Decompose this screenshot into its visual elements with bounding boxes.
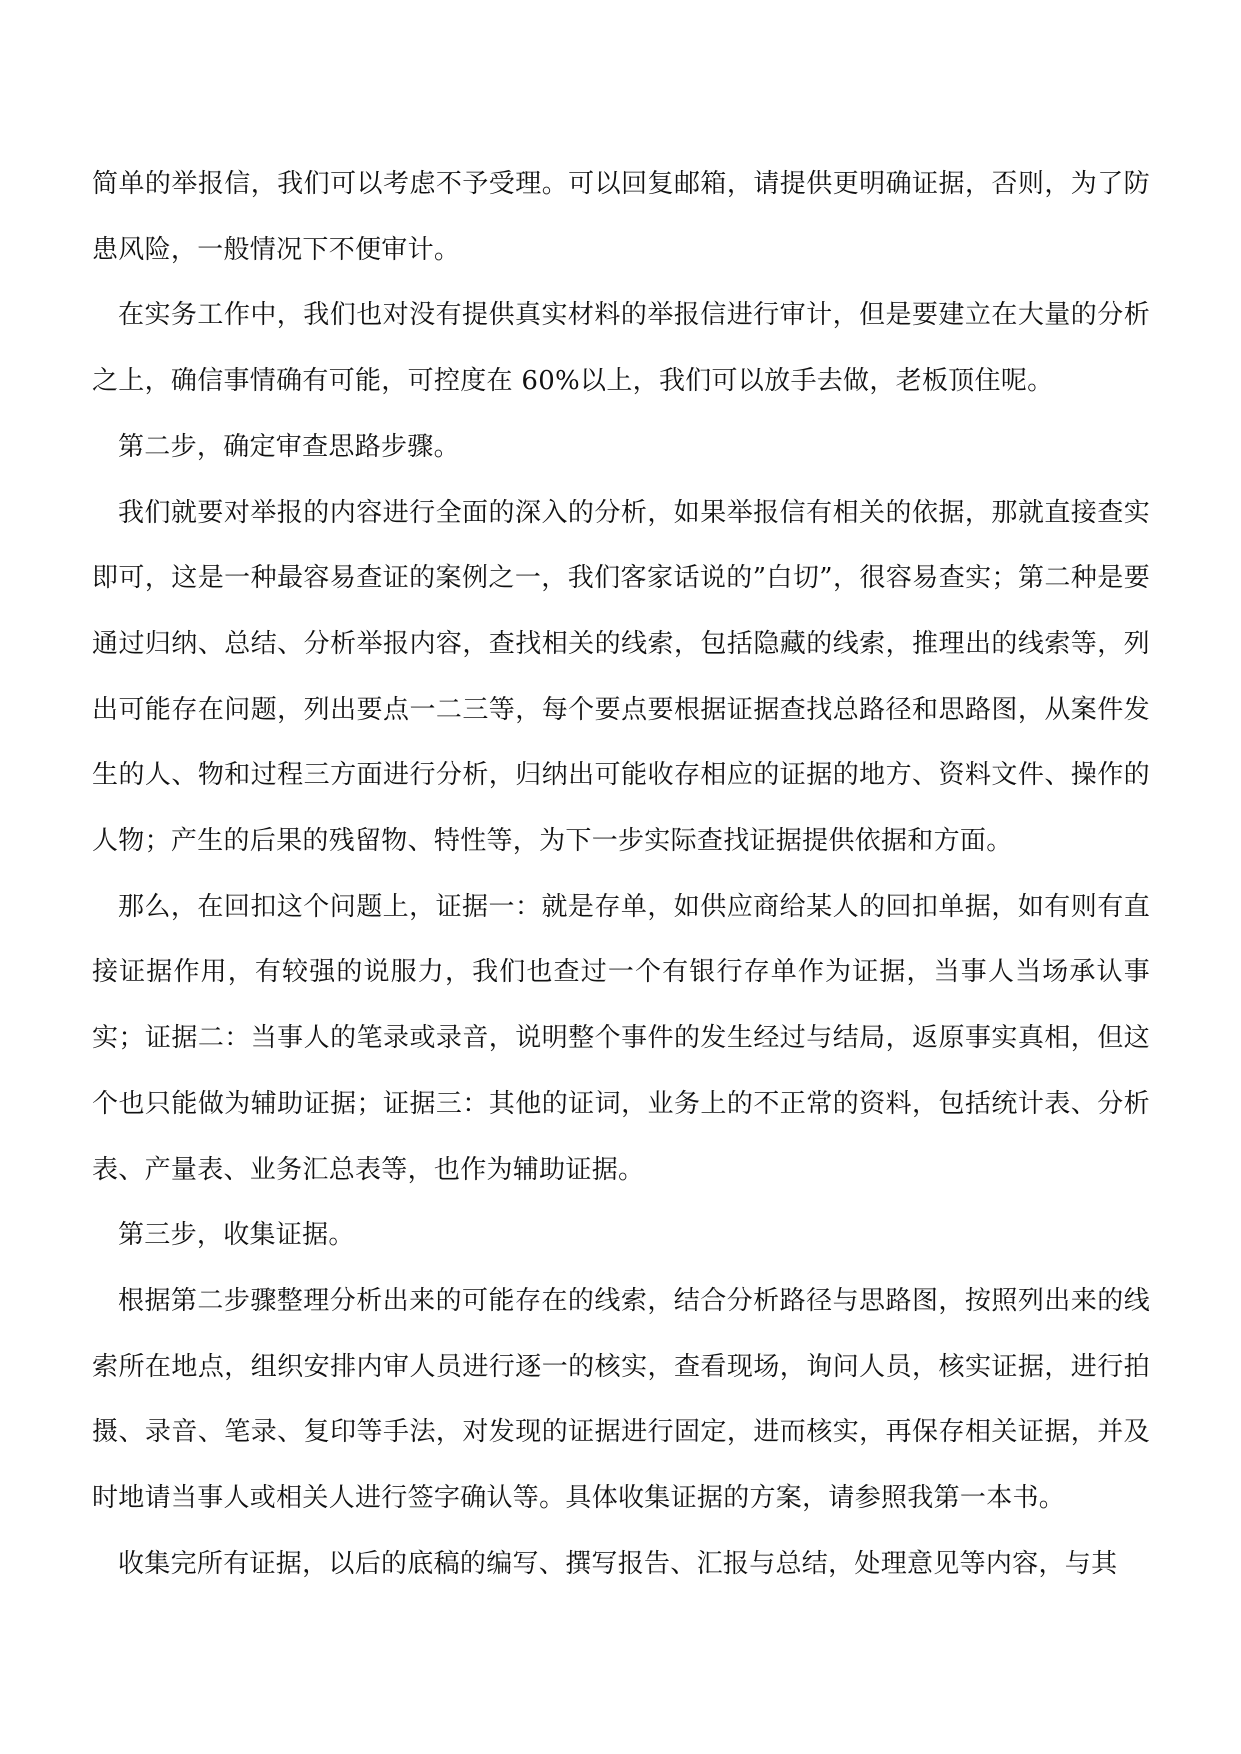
document-body: [92, 152, 1150, 1597]
step-two-heading: 第二步，确定审查思路步骤。: [118, 431, 460, 462]
paragraph-analysis: 我们就要对举报的内容进行全面的深入的分析，如果举报信有相关的依据，那就直接查实即可，这是一种最容易查证的案例之一，我们客家话说的”白切”，很容易查实；第二种是要通过归纳、总结、分析举报内容，查找相关的线索，包括隐藏的线索，推理出的线索等，列出可能存在问题，列出要点一二三等，每个要点要根据证据查找总路径和思路图，从案件发生的人、物和过程三方面进行分析，归纳出可能收存相应的证据的地方、资料文件、操作的人物；产生的后果的残留物、特性等，为下一步实际查找证据提供依据和方面。: [92, 497, 1150, 857]
paragraph-practice: 在实务工作中，我们也对没有提供真实材料的举报信进行审计，但是要建立在大量的分析之上，确信事情确有可能，可控度在 60%以上，我们可以放手去做，老板顶住呢。: [92, 300, 1150, 397]
paragraph-final: 收集完所有证据，以后的底稿的编写、撰写报告、汇报与总结，处理意见等内容，与其: [118, 1548, 1118, 1579]
paragraph-collection: 根据第二步骤整理分析出来的可能存在的线索，结合分析路径与思路图，按照列出来的线索所在地点，组织安排内审人员进行逐一的核实，查看现场，询问人员，核实证据，进行拍摄、录音、笔录、复印等手法，对发现的证据进行固定，进而核实，再保存相关证据，并及时地请当事人或相关人进行签字确认等。具体收集证据的方案，请参照我第一本书。: [92, 1285, 1150, 1514]
paragraph-continuation: 简单的举报信，我们可以考虑不予受理。可以回复邮箱，请提供更明确证据，否则，为了防患风险，一般情况下不便审计。: [92, 169, 1150, 265]
step-three-heading: 第三步，收集证据。: [118, 1220, 355, 1251]
paragraph-evidence: 那么，在回扣这个问题上，证据一：就是存单，如供应商给某人的回扣单据，如有则有直接证据作用，有较强的说服力，我们也查过一个有银行存单作为证据，当事人当场承认事实；证据二：当事人的笔录或录音，说明整个事件的发生经过与结局，返原事实真相，但这个也只能做为辅助证据；证据三：其他的证词，业务上的不正常的资料，包括统计表、分析表、产量表、业务汇总表等，也作为辅助证据。: [92, 891, 1150, 1185]
